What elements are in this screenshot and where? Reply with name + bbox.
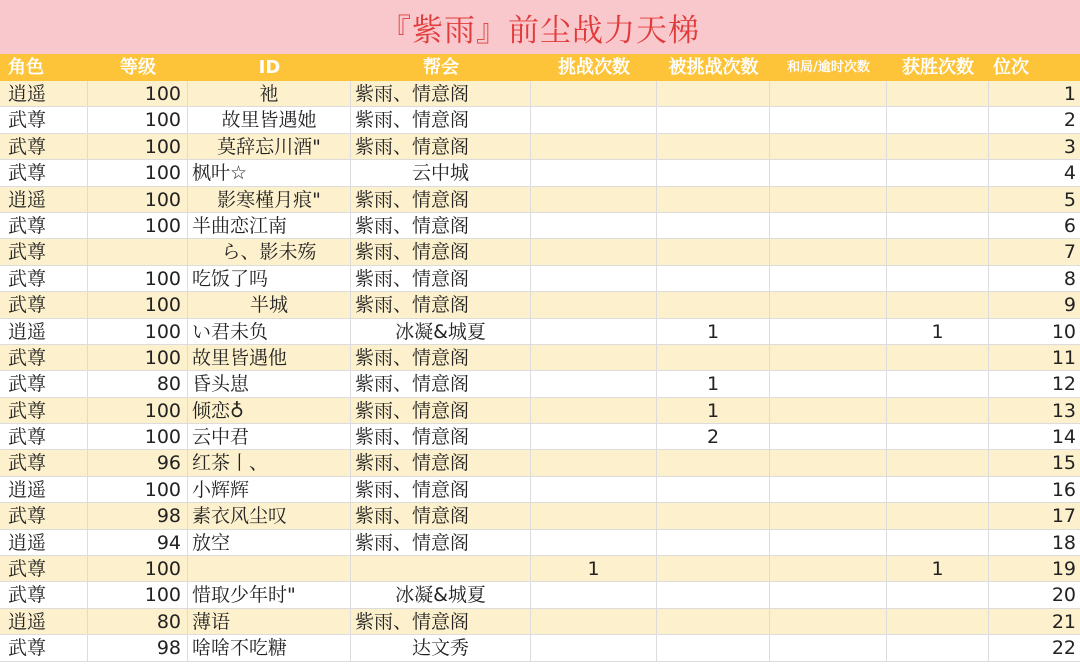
cell-id[interactable]: 小辉辉 bbox=[188, 477, 351, 503]
cell-wins[interactable] bbox=[887, 424, 989, 450]
cell-draws[interactable] bbox=[770, 292, 887, 318]
cell-wins[interactable] bbox=[887, 530, 989, 556]
table-row bbox=[0, 556, 1080, 582]
table-row bbox=[0, 477, 1080, 503]
cell-level[interactable]: 100 bbox=[88, 81, 188, 107]
cell-rank[interactable]: 8 bbox=[989, 266, 1080, 292]
cell-draws[interactable] bbox=[770, 345, 887, 371]
cell-guild[interactable]: 紫雨、情意阁 bbox=[351, 609, 531, 635]
cell-rank[interactable]: 11 bbox=[989, 345, 1080, 371]
cell-role[interactable]: 武尊 bbox=[0, 450, 88, 476]
cell-role[interactable]: 逍遥 bbox=[0, 530, 88, 556]
cell-challenges[interactable] bbox=[531, 398, 657, 424]
header-id[interactable]: ID bbox=[258, 57, 281, 78]
cell-role[interactable]: 武尊 bbox=[0, 371, 88, 397]
cell-wins[interactable] bbox=[887, 503, 989, 529]
cell-challenges[interactable] bbox=[531, 292, 657, 318]
cell-level[interactable]: 80 bbox=[88, 371, 188, 397]
cell-id[interactable]: 昏头崽 bbox=[188, 371, 351, 397]
cell-role[interactable]: 逍遥 bbox=[0, 319, 88, 345]
cell-wins[interactable]: 1 bbox=[887, 556, 989, 582]
cell-rank[interactable]: 10 bbox=[989, 319, 1080, 345]
cell-level[interactable]: 100 bbox=[88, 266, 188, 292]
cell-level[interactable]: 100 bbox=[88, 319, 188, 345]
cell-role[interactable]: 武尊 bbox=[0, 424, 88, 450]
cell-level[interactable]: 98 bbox=[88, 503, 188, 529]
cell-rank[interactable]: 12 bbox=[989, 371, 1080, 397]
cell-been-challenged[interactable] bbox=[657, 160, 770, 186]
cell-rank[interactable]: 13 bbox=[989, 398, 1080, 424]
cell-level[interactable]: 100 bbox=[88, 160, 188, 186]
cell-level[interactable]: 100 bbox=[88, 292, 188, 318]
cell-role[interactable]: 武尊 bbox=[0, 503, 88, 529]
cell-guild[interactable]: 云中城 bbox=[351, 160, 531, 186]
cell-guild[interactable]: 冰凝&城夏 bbox=[351, 582, 531, 608]
cell-role[interactable]: 武尊 bbox=[0, 266, 88, 292]
cell-id[interactable]: 故里皆遇他 bbox=[188, 345, 351, 371]
cell-draws[interactable] bbox=[770, 239, 887, 265]
cell-draws[interactable] bbox=[770, 635, 887, 661]
cell-level[interactable]: 100 bbox=[88, 477, 188, 503]
cell-wins[interactable] bbox=[887, 371, 989, 397]
cell-wins[interactable] bbox=[887, 107, 989, 133]
table-row bbox=[0, 213, 1080, 239]
cell-been-challenged[interactable] bbox=[657, 503, 770, 529]
cell-wins[interactable]: 1 bbox=[887, 319, 989, 345]
table-row bbox=[0, 450, 1080, 476]
cell-id[interactable]: 吃饭了吗 bbox=[188, 266, 351, 292]
cell-wins[interactable] bbox=[887, 266, 989, 292]
header-role[interactable]: 角色 bbox=[8, 57, 44, 78]
cell-draws[interactable] bbox=[770, 477, 887, 503]
cell-rank[interactable]: 7 bbox=[989, 239, 1080, 265]
cell-wins[interactable] bbox=[887, 477, 989, 503]
table-row bbox=[0, 107, 1080, 133]
cell-rank[interactable]: 1 bbox=[989, 81, 1080, 107]
cell-been-challenged[interactable] bbox=[657, 556, 770, 582]
cell-been-challenged[interactable] bbox=[657, 477, 770, 503]
cell-wins[interactable] bbox=[887, 582, 989, 608]
cell-id[interactable]: 啥啥不吃糖 bbox=[188, 635, 351, 661]
cell-challenges[interactable] bbox=[531, 371, 657, 397]
cell-draws[interactable] bbox=[770, 503, 887, 529]
cell-wins[interactable] bbox=[887, 81, 989, 107]
cell-guild[interactable]: 紫雨、情意阁 bbox=[351, 530, 531, 556]
cell-rank[interactable]: 4 bbox=[989, 160, 1080, 186]
cell-level[interactable]: 100 bbox=[88, 345, 188, 371]
cell-rank[interactable]: 15 bbox=[989, 450, 1080, 476]
title-bar bbox=[0, 0, 1080, 55]
header-level[interactable]: 等级 bbox=[120, 57, 156, 78]
cell-level[interactable]: 100 bbox=[88, 398, 188, 424]
cell-challenges[interactable] bbox=[531, 81, 657, 107]
cell-level[interactable]: 100 bbox=[88, 582, 188, 608]
cell-guild[interactable]: 紫雨、情意阁 bbox=[351, 292, 531, 318]
cell-id[interactable]: 放空 bbox=[188, 530, 351, 556]
cell-challenges[interactable] bbox=[531, 107, 657, 133]
cell-id[interactable]: 半城 bbox=[188, 292, 351, 318]
table-body bbox=[0, 81, 1080, 662]
header-wins[interactable]: 获胜次数 bbox=[902, 57, 974, 78]
cell-draws[interactable] bbox=[770, 266, 887, 292]
table-row bbox=[0, 398, 1080, 424]
cell-challenges[interactable] bbox=[531, 503, 657, 529]
cell-guild[interactable]: 冰凝&城夏 bbox=[351, 319, 531, 345]
cell-wins[interactable] bbox=[887, 292, 989, 318]
cell-level[interactable]: 80 bbox=[88, 609, 188, 635]
table-row bbox=[0, 345, 1080, 371]
header-rank[interactable]: 位次 bbox=[993, 57, 1029, 78]
cell-role[interactable]: 武尊 bbox=[0, 582, 88, 608]
cell-been-challenged[interactable] bbox=[657, 213, 770, 239]
cell-draws[interactable] bbox=[770, 556, 887, 582]
cell-challenges[interactable] bbox=[531, 424, 657, 450]
cell-wins[interactable] bbox=[887, 398, 989, 424]
cell-rank[interactable]: 9 bbox=[989, 292, 1080, 318]
cell-wins[interactable] bbox=[887, 134, 989, 160]
cell-role[interactable]: 武尊 bbox=[0, 345, 88, 371]
cell-draws[interactable] bbox=[770, 371, 887, 397]
table-row bbox=[0, 292, 1080, 318]
table-row bbox=[0, 134, 1080, 160]
cell-role[interactable]: 武尊 bbox=[0, 239, 88, 265]
cell-wins[interactable] bbox=[887, 609, 989, 635]
table-row bbox=[0, 319, 1080, 345]
cell-id[interactable]: 云中君 bbox=[188, 424, 351, 450]
cell-id[interactable]: 薄语 bbox=[188, 609, 351, 635]
table-row bbox=[0, 424, 1080, 450]
cell-id[interactable] bbox=[188, 556, 351, 582]
header-guild[interactable]: 帮会 bbox=[423, 57, 459, 78]
cell-rank[interactable]: 16 bbox=[989, 477, 1080, 503]
cell-id[interactable]: 祂 bbox=[188, 81, 351, 107]
cell-id[interactable]: 莫辞忘川酒" bbox=[188, 134, 351, 160]
cell-guild[interactable]: 紫雨、情意阁 bbox=[351, 266, 531, 292]
cell-draws[interactable] bbox=[770, 160, 887, 186]
cell-level[interactable]: 100 bbox=[88, 107, 188, 133]
table-row bbox=[0, 266, 1080, 292]
cell-rank[interactable]: 18 bbox=[989, 530, 1080, 556]
cell-guild[interactable]: 紫雨、情意阁 bbox=[351, 450, 531, 476]
cell-challenges[interactable]: 1 bbox=[531, 556, 657, 582]
table-row bbox=[0, 582, 1080, 608]
cell-guild[interactable]: 紫雨、情意阁 bbox=[351, 134, 531, 160]
cell-id[interactable]: 倾恋♁ bbox=[188, 398, 351, 424]
cell-draws[interactable] bbox=[770, 424, 887, 450]
cell-id[interactable]: い君未负 bbox=[188, 319, 351, 345]
cell-been-challenged[interactable] bbox=[657, 530, 770, 556]
cell-guild[interactable]: 紫雨、情意阁 bbox=[351, 371, 531, 397]
cell-role[interactable]: 武尊 bbox=[0, 635, 88, 661]
cell-role[interactable]: 武尊 bbox=[0, 292, 88, 318]
cell-been-challenged[interactable]: 1 bbox=[657, 398, 770, 424]
cell-draws[interactable] bbox=[770, 134, 887, 160]
cell-wins[interactable] bbox=[887, 635, 989, 661]
cell-guild[interactable]: 紫雨、情意阁 bbox=[351, 239, 531, 265]
cell-guild[interactable] bbox=[351, 556, 531, 582]
cell-wins[interactable] bbox=[887, 239, 989, 265]
cell-role[interactable]: 武尊 bbox=[0, 134, 88, 160]
cell-rank[interactable]: 21 bbox=[989, 609, 1080, 635]
cell-level[interactable]: 100 bbox=[88, 187, 188, 213]
table-row bbox=[0, 609, 1080, 635]
cell-been-challenged[interactable] bbox=[657, 450, 770, 476]
table-row bbox=[0, 160, 1080, 186]
cell-draws[interactable] bbox=[770, 107, 887, 133]
sheet-title: 『紫雨』前尘战力天梯 bbox=[380, 12, 700, 49]
cell-level[interactable]: 98 bbox=[88, 635, 188, 661]
cell-role[interactable]: 武尊 bbox=[0, 107, 88, 133]
cell-been-challenged[interactable] bbox=[657, 107, 770, 133]
cell-id[interactable]: 影寒槿月痕" bbox=[188, 187, 351, 213]
cell-challenges[interactable] bbox=[531, 582, 657, 608]
cell-id[interactable]: 惜取少年时" bbox=[188, 582, 351, 608]
cell-rank[interactable]: 22 bbox=[989, 635, 1080, 661]
cell-challenges[interactable] bbox=[531, 477, 657, 503]
table-row bbox=[0, 187, 1080, 213]
cell-id[interactable]: 枫叶☆ bbox=[188, 160, 351, 186]
table-row bbox=[0, 635, 1080, 661]
cell-rank[interactable]: 17 bbox=[989, 503, 1080, 529]
cell-challenges[interactable] bbox=[531, 213, 657, 239]
cell-role[interactable]: 逍遥 bbox=[0, 81, 88, 107]
cell-challenges[interactable] bbox=[531, 239, 657, 265]
cell-rank[interactable]: 5 bbox=[989, 187, 1080, 213]
cell-level[interactable]: 100 bbox=[88, 424, 188, 450]
cell-been-challenged[interactable] bbox=[657, 635, 770, 661]
cell-level[interactable] bbox=[88, 239, 188, 265]
cell-challenges[interactable] bbox=[531, 134, 657, 160]
header-challenges[interactable]: 挑战次数 bbox=[558, 57, 630, 78]
cell-guild[interactable]: 紫雨、情意阁 bbox=[351, 477, 531, 503]
cell-draws[interactable] bbox=[770, 530, 887, 556]
table-row bbox=[0, 239, 1080, 265]
cell-been-challenged[interactable]: 1 bbox=[657, 319, 770, 345]
header-been-challenged[interactable]: 被挑战次数 bbox=[668, 57, 759, 78]
cell-challenges[interactable] bbox=[531, 635, 657, 661]
cell-id[interactable]: ら、影未殇 bbox=[188, 239, 351, 265]
cell-rank[interactable]: 6 bbox=[989, 213, 1080, 239]
cell-guild[interactable]: 紫雨、情意阁 bbox=[351, 107, 531, 133]
header-row bbox=[0, 54, 1080, 81]
cell-role[interactable]: 武尊 bbox=[0, 556, 88, 582]
cell-been-challenged[interactable] bbox=[657, 345, 770, 371]
cell-guild[interactable]: 紫雨、情意阁 bbox=[351, 345, 531, 371]
cell-level[interactable]: 96 bbox=[88, 450, 188, 476]
cell-challenges[interactable] bbox=[531, 450, 657, 476]
cell-guild[interactable]: 紫雨、情意阁 bbox=[351, 81, 531, 107]
cell-draws[interactable] bbox=[770, 450, 887, 476]
cell-draws[interactable] bbox=[770, 398, 887, 424]
cell-guild[interactable]: 紫雨、情意阁 bbox=[351, 424, 531, 450]
header-draws[interactable]: 和局/逾时次数 bbox=[787, 60, 870, 75]
cell-draws[interactable] bbox=[770, 609, 887, 635]
cell-challenges[interactable] bbox=[531, 345, 657, 371]
cell-rank[interactable]: 3 bbox=[989, 134, 1080, 160]
cell-challenges[interactable] bbox=[531, 609, 657, 635]
cell-draws[interactable] bbox=[770, 319, 887, 345]
cell-level[interactable]: 100 bbox=[88, 556, 188, 582]
cell-id[interactable]: 红茶丨、 bbox=[188, 450, 351, 476]
cell-wins[interactable] bbox=[887, 345, 989, 371]
cell-been-challenged[interactable] bbox=[657, 239, 770, 265]
cell-challenges[interactable] bbox=[531, 266, 657, 292]
cell-draws[interactable] bbox=[770, 582, 887, 608]
cell-id[interactable]: 半曲恋江南 bbox=[188, 213, 351, 239]
cell-challenges[interactable] bbox=[531, 187, 657, 213]
cell-id[interactable]: 故里皆遇她 bbox=[188, 107, 351, 133]
cell-guild[interactable]: 紫雨、情意阁 bbox=[351, 503, 531, 529]
cell-been-challenged[interactable] bbox=[657, 292, 770, 318]
cell-guild[interactable]: 达文秀 bbox=[351, 635, 531, 661]
cell-been-challenged[interactable] bbox=[657, 266, 770, 292]
table-row bbox=[0, 371, 1080, 397]
cell-role[interactable]: 逍遥 bbox=[0, 187, 88, 213]
cell-role[interactable]: 逍遥 bbox=[0, 477, 88, 503]
cell-wins[interactable] bbox=[887, 450, 989, 476]
cell-been-challenged[interactable] bbox=[657, 187, 770, 213]
cell-role[interactable]: 武尊 bbox=[0, 213, 88, 239]
table-row bbox=[0, 530, 1080, 556]
cell-rank[interactable]: 20 bbox=[989, 582, 1080, 608]
cell-level[interactable]: 94 bbox=[88, 530, 188, 556]
cell-challenges[interactable] bbox=[531, 160, 657, 186]
cell-rank[interactable]: 2 bbox=[989, 107, 1080, 133]
cell-guild[interactable]: 紫雨、情意阁 bbox=[351, 213, 531, 239]
cell-level[interactable]: 100 bbox=[88, 134, 188, 160]
cell-level[interactable]: 100 bbox=[88, 213, 188, 239]
cell-draws[interactable] bbox=[770, 187, 887, 213]
cell-been-challenged[interactable]: 2 bbox=[657, 424, 770, 450]
cell-role[interactable]: 武尊 bbox=[0, 398, 88, 424]
cell-draws[interactable] bbox=[770, 213, 887, 239]
cell-role[interactable]: 武尊 bbox=[0, 160, 88, 186]
table-row bbox=[0, 503, 1080, 529]
cell-challenges[interactable] bbox=[531, 319, 657, 345]
cell-wins[interactable] bbox=[887, 187, 989, 213]
cell-been-challenged[interactable] bbox=[657, 582, 770, 608]
cell-wins[interactable] bbox=[887, 160, 989, 186]
cell-role[interactable]: 逍遥 bbox=[0, 609, 88, 635]
cell-rank[interactable]: 14 bbox=[989, 424, 1080, 450]
cell-been-challenged[interactable] bbox=[657, 81, 770, 107]
cell-challenges[interactable] bbox=[531, 530, 657, 556]
cell-wins[interactable] bbox=[887, 213, 989, 239]
cell-been-challenged[interactable] bbox=[657, 609, 770, 635]
cell-rank[interactable]: 19 bbox=[989, 556, 1080, 582]
cell-id[interactable]: 素衣风尘叹 bbox=[188, 503, 351, 529]
cell-been-challenged[interactable]: 1 bbox=[657, 371, 770, 397]
table-row bbox=[0, 81, 1080, 107]
cell-guild[interactable]: 紫雨、情意阁 bbox=[351, 187, 531, 213]
cell-draws[interactable] bbox=[770, 81, 887, 107]
cell-guild[interactable]: 紫雨、情意阁 bbox=[351, 398, 531, 424]
cell-been-challenged[interactable] bbox=[657, 134, 770, 160]
